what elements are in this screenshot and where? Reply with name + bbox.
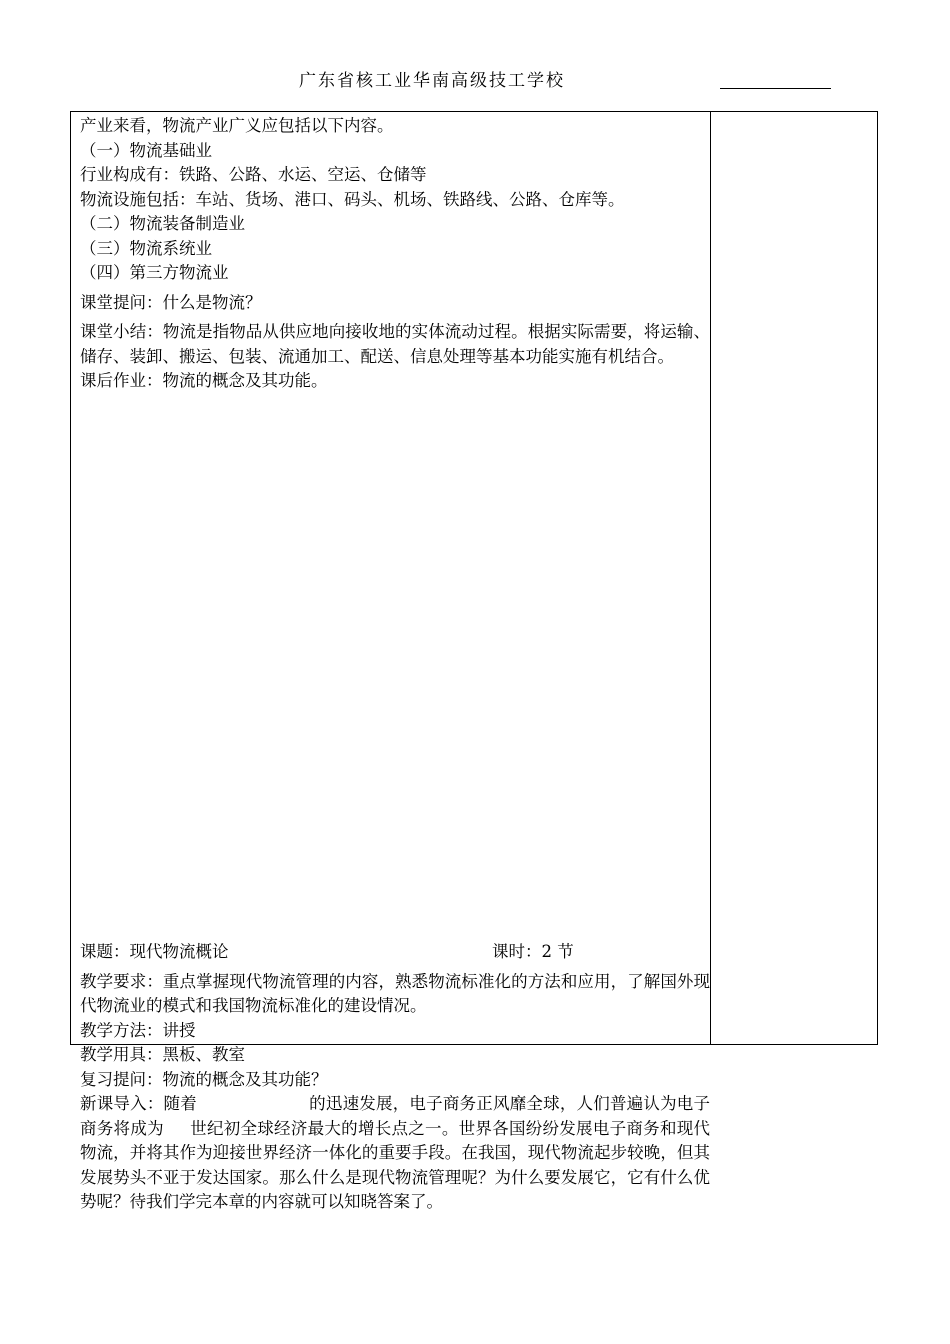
class-summary: 课堂小结：物流是指物品从供应地向接收地的实体流动过程。根据实际需要，将运输、储存、装卸、搬运、包装、流通加工、配送、信息处理等基本功能实施有机结合。 bbox=[80, 322, 710, 366]
logistics-facilities: 物流设施包括：车站、货场、港口、码头、机场、铁路线、公路、仓库等。 bbox=[80, 189, 625, 209]
school-header: 广东省核工业华南高级技工学校 bbox=[299, 71, 565, 91]
review-question: 复习提问：物流的概念及其功能？ bbox=[80, 1069, 328, 1089]
section-logistics-industry bbox=[80, 114, 710, 394]
lesson-hours: 课时：2 节 bbox=[492, 942, 574, 961]
teaching-requirements: 教学要求：重点掌握现代物流管理的内容，熟悉物流标准化的方法和应用，了解国外现代物流业的模式和我国物流标准化的建设情况。 bbox=[80, 971, 710, 1015]
column-divider bbox=[710, 111, 711, 1045]
lesson-topic: 课题：现代物流概论 bbox=[80, 942, 229, 961]
lesson-title-row bbox=[80, 940, 710, 965]
teaching-method: 教学方法：讲授 bbox=[80, 1020, 196, 1040]
section-modern-logistics bbox=[80, 940, 710, 1215]
lesson-introduction bbox=[80, 1092, 710, 1215]
homework: 课后作业：物流的概念及其功能。 bbox=[80, 371, 328, 390]
intro-line: 产业来看，物流产业广义应包括以下内容。 bbox=[80, 116, 394, 135]
intro-part-a: 新课导入：随着 bbox=[80, 1094, 197, 1113]
industry-composition: 行业构成有：铁路、公路、水运、空运、仓储等 bbox=[80, 165, 427, 184]
class-question: 课堂提问：什么是物流？ bbox=[80, 292, 262, 312]
intro-part-b: 的迅速发展，电子商务正风靡全球，人们普遍认为电子商务将成为 bbox=[80, 1094, 711, 1138]
item-logistics-infrastructure: （一）物流基础业 bbox=[80, 140, 212, 160]
item-third-party-logistics: （四）第三方物流业 bbox=[80, 263, 229, 282]
header-blank-line bbox=[720, 88, 831, 89]
teaching-tools: 教学用具：黑板、教室 bbox=[80, 1045, 245, 1064]
intro-part-c: 世纪初全球经济最大的增长点之一。世界各国纷纷发展电子商务和现代物流，并将其作为迎接世界经济一体化的重要手段。在我国，现代物流起步较晚，但其发展势头不亚于发达国家。那么什么是现代物流管理呢？为什么要发展它，它有什么优势呢？待我们学完本章的内容就可以知晓答案了。 bbox=[80, 1118, 711, 1211]
item-equipment-manufacturing: （二）物流装备制造业 bbox=[80, 214, 245, 233]
item-system-industry: （三）物流系统业 bbox=[80, 238, 212, 258]
